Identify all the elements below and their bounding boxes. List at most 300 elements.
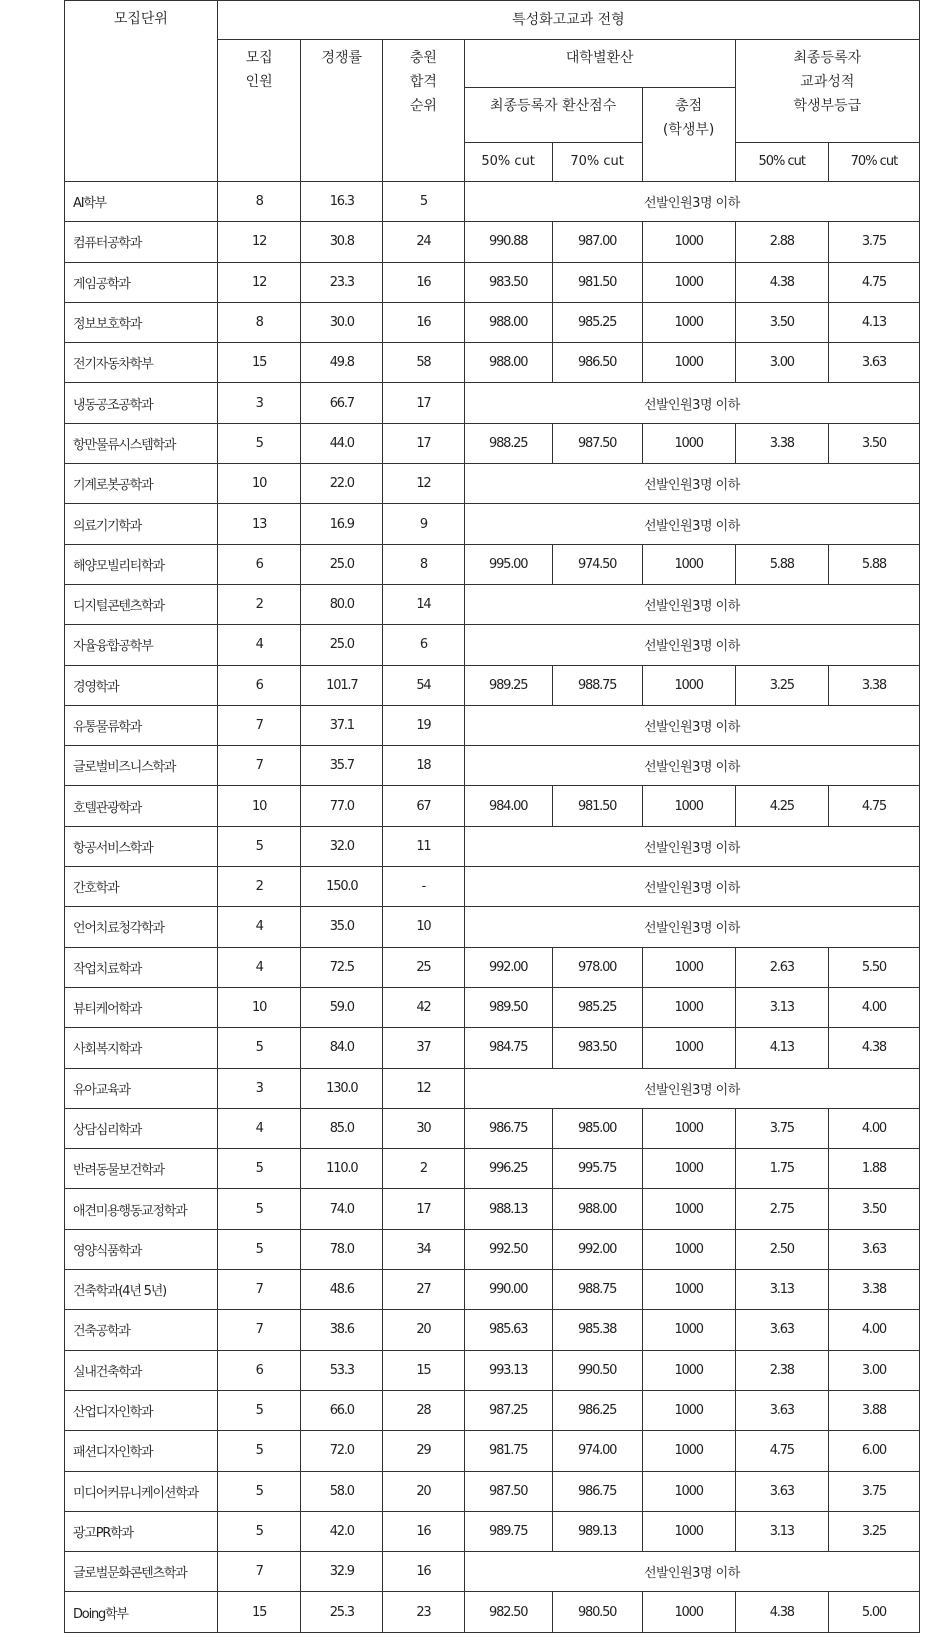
unit-name: 경영학과	[65, 665, 218, 705]
grade-cut50: 3.63	[735, 1310, 828, 1350]
grade-cut70: 5.50	[828, 947, 919, 987]
grade-cut50: 3.63	[735, 1471, 828, 1511]
total: 1000	[642, 262, 735, 302]
rank: 54	[383, 665, 465, 705]
cut70: 985.00	[552, 1108, 642, 1148]
rate: 25.3	[301, 1592, 383, 1633]
rank: 19	[383, 705, 465, 745]
header-total: 총점 (학생부)	[642, 88, 735, 182]
cut70: 995.75	[552, 1149, 642, 1189]
note-few-quota: 선발인원3명 이하	[464, 746, 919, 786]
unit-name: 상담심리학과	[65, 1108, 218, 1148]
cut50: 990.00	[464, 1270, 552, 1310]
total: 1000	[642, 1592, 735, 1633]
unit-name: 의료기기학과	[65, 504, 218, 544]
total: 1000	[642, 1350, 735, 1390]
grade-cut70: 4.75	[828, 786, 919, 826]
quota: 2	[217, 867, 301, 907]
cut50: 992.50	[464, 1229, 552, 1269]
unit-name: 미디어커뮤니케이션학과	[65, 1471, 218, 1511]
table-row	[65, 544, 920, 584]
grade-cut50: 2.75	[735, 1189, 828, 1229]
table-row	[65, 1189, 920, 1229]
quota: 4	[217, 1108, 301, 1148]
rate: 53.3	[301, 1350, 383, 1390]
rate: 84.0	[301, 1028, 383, 1068]
table-row	[65, 423, 920, 463]
rank: 58	[383, 343, 465, 383]
grade-cut70: 3.75	[828, 1471, 919, 1511]
note-few-quota: 선발인원3명 이하	[464, 464, 919, 504]
rank: 25	[383, 947, 465, 987]
header-final-grade: 최종등록자 교과성적 학생부등급	[735, 40, 919, 143]
rank: 23	[383, 1592, 465, 1633]
grade-cut50: 4.38	[735, 1592, 828, 1633]
table-row	[65, 383, 920, 423]
cut50: 983.50	[464, 262, 552, 302]
grade-cut70: 3.50	[828, 423, 919, 463]
table-row	[65, 262, 920, 302]
unit-name: 유통물류학과	[65, 705, 218, 745]
grade-cut70: 4.75	[828, 262, 919, 302]
table-row	[65, 1390, 920, 1430]
cut70: 974.00	[552, 1431, 642, 1471]
table-row	[65, 464, 920, 504]
rank: 27	[383, 1270, 465, 1310]
note-few-quota: 선발인원3명 이하	[464, 625, 919, 665]
rate: 25.0	[301, 625, 383, 665]
quota: 7	[217, 746, 301, 786]
grade-cut70: 4.13	[828, 302, 919, 342]
cut70: 986.25	[552, 1390, 642, 1430]
rank: 14	[383, 584, 465, 624]
quota: 6	[217, 665, 301, 705]
grade-cut70: 5.88	[828, 544, 919, 584]
rate: 42.0	[301, 1511, 383, 1551]
table-row	[65, 867, 920, 907]
grade-cut70: 3.00	[828, 1350, 919, 1390]
cut70: 974.50	[552, 544, 642, 584]
cut50: 995.00	[464, 544, 552, 584]
cut50: 987.25	[464, 1390, 552, 1430]
table-row	[65, 504, 920, 544]
grade-cut70: 3.63	[828, 343, 919, 383]
grade-cut70: 3.50	[828, 1189, 919, 1229]
total: 1000	[642, 1270, 735, 1310]
unit-name: 글로벌비즈니스학과	[65, 746, 218, 786]
unit-name: 영양식품학과	[65, 1229, 218, 1269]
rank: 8	[383, 544, 465, 584]
cut70: 988.75	[552, 665, 642, 705]
unit-name: 산업디자인학과	[65, 1390, 218, 1430]
grade-cut70: 4.00	[828, 1108, 919, 1148]
cut70: 983.50	[552, 1028, 642, 1068]
rate: 30.0	[301, 302, 383, 342]
note-few-quota: 선발인원3명 이하	[464, 907, 919, 947]
rank: 29	[383, 1431, 465, 1471]
header-cut70: 70% cut	[552, 143, 642, 182]
table-row	[65, 1350, 920, 1390]
quota: 5	[217, 1149, 301, 1189]
cut50: 992.00	[464, 947, 552, 987]
total: 1000	[642, 1310, 735, 1350]
cut50: 989.25	[464, 665, 552, 705]
cut70: 985.25	[552, 987, 642, 1027]
quota: 8	[217, 182, 301, 222]
unit-name: 간호학과	[65, 867, 218, 907]
table-row	[65, 1028, 920, 1068]
rank: 16	[383, 1552, 465, 1592]
total: 1000	[642, 1229, 735, 1269]
note-few-quota: 선발인원3명 이하	[464, 383, 919, 423]
total: 1000	[642, 1149, 735, 1189]
quota: 5	[217, 1028, 301, 1068]
grade-cut50: 3.13	[735, 1270, 828, 1310]
note-few-quota: 선발인원3명 이하	[464, 182, 919, 222]
quota: 5	[217, 423, 301, 463]
admission-results-table	[64, 0, 920, 1633]
cut50: 988.13	[464, 1189, 552, 1229]
cut50: 988.25	[464, 423, 552, 463]
table-row	[65, 1592, 920, 1633]
table-row	[65, 182, 920, 222]
quota: 10	[217, 464, 301, 504]
unit-name: 건축학과(4년 5년)	[65, 1270, 218, 1310]
table-row	[65, 1108, 920, 1148]
rank: 24	[383, 222, 465, 262]
unit-name: 정보보호학과	[65, 302, 218, 342]
rate: 38.6	[301, 1310, 383, 1350]
rate: 22.0	[301, 464, 383, 504]
quota: 4	[217, 907, 301, 947]
cut50: 981.75	[464, 1431, 552, 1471]
quota: 5	[217, 1431, 301, 1471]
table-body	[65, 182, 920, 1633]
header-conv-score: 최종등록자 환산점수	[464, 88, 642, 143]
quota: 5	[217, 1471, 301, 1511]
cut50: 996.25	[464, 1149, 552, 1189]
grade-cut70: 4.00	[828, 1310, 919, 1350]
quota: 10	[217, 987, 301, 1027]
quota: 12	[217, 222, 301, 262]
table-row	[65, 826, 920, 866]
header-unit: 모집단위	[65, 1, 218, 182]
grade-cut50: 4.25	[735, 786, 828, 826]
rate: 66.0	[301, 1390, 383, 1430]
table-row	[65, 584, 920, 624]
unit-name: 컴퓨터공학과	[65, 222, 218, 262]
rate: 77.0	[301, 786, 383, 826]
rate: 16.3	[301, 182, 383, 222]
cut50: 984.75	[464, 1028, 552, 1068]
unit-name: 항공서비스학과	[65, 826, 218, 866]
table-row	[65, 786, 920, 826]
rate: 150.0	[301, 867, 383, 907]
cut70: 985.25	[552, 302, 642, 342]
total: 1000	[642, 423, 735, 463]
quota: 2	[217, 584, 301, 624]
grade-cut50: 3.13	[735, 987, 828, 1027]
unit-name: 전기자동차학부	[65, 343, 218, 383]
rate: 25.0	[301, 544, 383, 584]
total: 1000	[642, 665, 735, 705]
grade-cut70: 5.00	[828, 1592, 919, 1633]
rate: 78.0	[301, 1229, 383, 1269]
table-row	[65, 1471, 920, 1511]
rank: 20	[383, 1471, 465, 1511]
rate: 85.0	[301, 1108, 383, 1148]
rank: 17	[383, 423, 465, 463]
unit-name: 항만물류시스템학과	[65, 423, 218, 463]
table-row	[65, 1511, 920, 1551]
rate: 35.0	[301, 907, 383, 947]
table-row	[65, 343, 920, 383]
table-header	[65, 1, 920, 182]
cut50: 993.13	[464, 1350, 552, 1390]
total: 1000	[642, 987, 735, 1027]
unit-name: 호텔관광학과	[65, 786, 218, 826]
rate: 72.5	[301, 947, 383, 987]
unit-name: 애견미용행동교정학과	[65, 1189, 218, 1229]
quota: 3	[217, 1068, 301, 1108]
grade-cut50: 3.50	[735, 302, 828, 342]
table-row	[65, 907, 920, 947]
quota: 5	[217, 826, 301, 866]
quota: 15	[217, 1592, 301, 1633]
total: 1000	[642, 544, 735, 584]
unit-name: 유아교육과	[65, 1068, 218, 1108]
grade-cut70: 3.38	[828, 665, 919, 705]
rank: 16	[383, 302, 465, 342]
grade-cut50: 3.63	[735, 1390, 828, 1430]
note-few-quota: 선발인원3명 이하	[464, 1552, 919, 1592]
cut50: 984.00	[464, 786, 552, 826]
table-row	[65, 1068, 920, 1108]
unit-name: 건축공학과	[65, 1310, 218, 1350]
rate: 66.7	[301, 383, 383, 423]
rate: 58.0	[301, 1471, 383, 1511]
unit-name: 글로벌문화콘텐츠학과	[65, 1552, 218, 1592]
rate: 32.9	[301, 1552, 383, 1592]
rank: 2	[383, 1149, 465, 1189]
cut70: 978.00	[552, 947, 642, 987]
rank: 16	[383, 262, 465, 302]
rank: 6	[383, 625, 465, 665]
note-few-quota: 선발인원3명 이하	[464, 826, 919, 866]
table-row	[65, 705, 920, 745]
grade-cut50: 2.63	[735, 947, 828, 987]
header-univ: 대학별환산	[464, 40, 735, 88]
grade-cut50: 1.75	[735, 1149, 828, 1189]
rate: 130.0	[301, 1068, 383, 1108]
total: 1000	[642, 1431, 735, 1471]
quota: 7	[217, 705, 301, 745]
total: 1000	[642, 1189, 735, 1229]
grade-cut50: 5.88	[735, 544, 828, 584]
table-row	[65, 1431, 920, 1471]
quota: 7	[217, 1552, 301, 1592]
quota: 4	[217, 947, 301, 987]
rate: 72.0	[301, 1431, 383, 1471]
total: 1000	[642, 1108, 735, 1148]
rate: 110.0	[301, 1149, 383, 1189]
grade-cut50: 4.38	[735, 262, 828, 302]
note-few-quota: 선발인원3명 이하	[464, 1068, 919, 1108]
rank: -	[383, 867, 465, 907]
rate: 59.0	[301, 987, 383, 1027]
note-few-quota: 선발인원3명 이하	[464, 867, 919, 907]
unit-name: Doing학부	[65, 1592, 218, 1633]
table-row	[65, 947, 920, 987]
grade-cut50: 3.00	[735, 343, 828, 383]
table-row	[65, 222, 920, 262]
unit-name: 해양모빌리티학과	[65, 544, 218, 584]
total: 1000	[642, 1511, 735, 1551]
cut70: 987.50	[552, 423, 642, 463]
total: 1000	[642, 1390, 735, 1430]
note-few-quota: 선발인원3명 이하	[464, 705, 919, 745]
quota: 5	[217, 1189, 301, 1229]
header-rate: 경쟁률	[301, 40, 383, 182]
rate: 37.1	[301, 705, 383, 745]
rate: 35.7	[301, 746, 383, 786]
quota: 5	[217, 1511, 301, 1551]
quota: 7	[217, 1310, 301, 1350]
rank: 18	[383, 746, 465, 786]
grade-cut70: 6.00	[828, 1431, 919, 1471]
unit-name: 게임공학과	[65, 262, 218, 302]
grade-cut50: 4.75	[735, 1431, 828, 1471]
quota: 13	[217, 504, 301, 544]
total: 1000	[642, 786, 735, 826]
cut70: 990.50	[552, 1350, 642, 1390]
quota: 6	[217, 544, 301, 584]
cut70: 986.50	[552, 343, 642, 383]
table-row	[65, 625, 920, 665]
grade-cut50: 2.50	[735, 1229, 828, 1269]
table-row	[65, 987, 920, 1027]
quota: 5	[217, 1229, 301, 1269]
unit-name: 광고PR학과	[65, 1511, 218, 1551]
table-row	[65, 665, 920, 705]
unit-name: 패션디자인학과	[65, 1431, 218, 1471]
cut50: 989.75	[464, 1511, 552, 1551]
unit-name: 사회복지학과	[65, 1028, 218, 1068]
quota: 15	[217, 343, 301, 383]
rank: 5	[383, 182, 465, 222]
cut70: 992.00	[552, 1229, 642, 1269]
grade-cut70: 3.25	[828, 1511, 919, 1551]
cut70: 988.00	[552, 1189, 642, 1229]
rank: 12	[383, 1068, 465, 1108]
rank: 37	[383, 1028, 465, 1068]
unit-name: 작업치료학과	[65, 947, 218, 987]
rank: 30	[383, 1108, 465, 1148]
unit-name: 반려동물보건학과	[65, 1149, 218, 1189]
header-grade-cut50: 50% cut	[735, 143, 828, 182]
unit-name: 자율융합공학부	[65, 625, 218, 665]
grade-cut70: 4.38	[828, 1028, 919, 1068]
rank: 15	[383, 1350, 465, 1390]
rate: 32.0	[301, 826, 383, 866]
rank: 20	[383, 1310, 465, 1350]
rank: 11	[383, 826, 465, 866]
quota: 7	[217, 1270, 301, 1310]
rate: 48.6	[301, 1270, 383, 1310]
cut70: 981.50	[552, 262, 642, 302]
unit-name: 냉동공조공학과	[65, 383, 218, 423]
quota: 8	[217, 302, 301, 342]
table-row	[65, 1270, 920, 1310]
cut70: 987.00	[552, 222, 642, 262]
cut50: 986.75	[464, 1108, 552, 1148]
rate: 74.0	[301, 1189, 383, 1229]
rate: 80.0	[301, 584, 383, 624]
grade-cut70: 1.88	[828, 1149, 919, 1189]
rank: 17	[383, 383, 465, 423]
rate: 30.8	[301, 222, 383, 262]
unit-name: AI학부	[65, 182, 218, 222]
cut50: 982.50	[464, 1592, 552, 1633]
quota: 5	[217, 1390, 301, 1430]
cut70: 985.38	[552, 1310, 642, 1350]
total: 1000	[642, 947, 735, 987]
grade-cut50: 3.25	[735, 665, 828, 705]
table-row	[65, 1310, 920, 1350]
unit-name: 실내건축학과	[65, 1350, 218, 1390]
rate: 49.8	[301, 343, 383, 383]
unit-name: 언어치료청각학과	[65, 907, 218, 947]
rank: 9	[383, 504, 465, 544]
rank: 17	[383, 1189, 465, 1229]
table-row	[65, 1552, 920, 1592]
header-cut50: 50% cut	[464, 143, 552, 182]
rank: 16	[383, 1511, 465, 1551]
grade-cut70: 3.38	[828, 1270, 919, 1310]
rate: 44.0	[301, 423, 383, 463]
rate: 101.7	[301, 665, 383, 705]
note-few-quota: 선발인원3명 이하	[464, 504, 919, 544]
header-type: 특성화고교과 전형	[217, 1, 919, 40]
grade-cut50: 3.13	[735, 1511, 828, 1551]
grade-cut70: 3.88	[828, 1390, 919, 1430]
cut50: 988.00	[464, 302, 552, 342]
table-row	[65, 1229, 920, 1269]
grade-cut50: 2.88	[735, 222, 828, 262]
total: 1000	[642, 343, 735, 383]
header-quota: 모집 인원	[217, 40, 301, 182]
cut70: 988.75	[552, 1270, 642, 1310]
table-row	[65, 746, 920, 786]
cut50: 987.50	[464, 1471, 552, 1511]
cut70: 980.50	[552, 1592, 642, 1633]
quota: 6	[217, 1350, 301, 1390]
quota: 3	[217, 383, 301, 423]
cut70: 981.50	[552, 786, 642, 826]
rank: 12	[383, 464, 465, 504]
cut50: 990.88	[464, 222, 552, 262]
quota: 10	[217, 786, 301, 826]
rate: 23.3	[301, 262, 383, 302]
table-row	[65, 1149, 920, 1189]
unit-name: 디지털콘텐츠학과	[65, 584, 218, 624]
quota: 12	[217, 262, 301, 302]
rank: 28	[383, 1390, 465, 1430]
total: 1000	[642, 1471, 735, 1511]
header-rank: 충원 합격 순위	[383, 40, 465, 182]
grade-cut70: 3.63	[828, 1229, 919, 1269]
header-grade-cut70: 70% cut	[828, 143, 919, 182]
